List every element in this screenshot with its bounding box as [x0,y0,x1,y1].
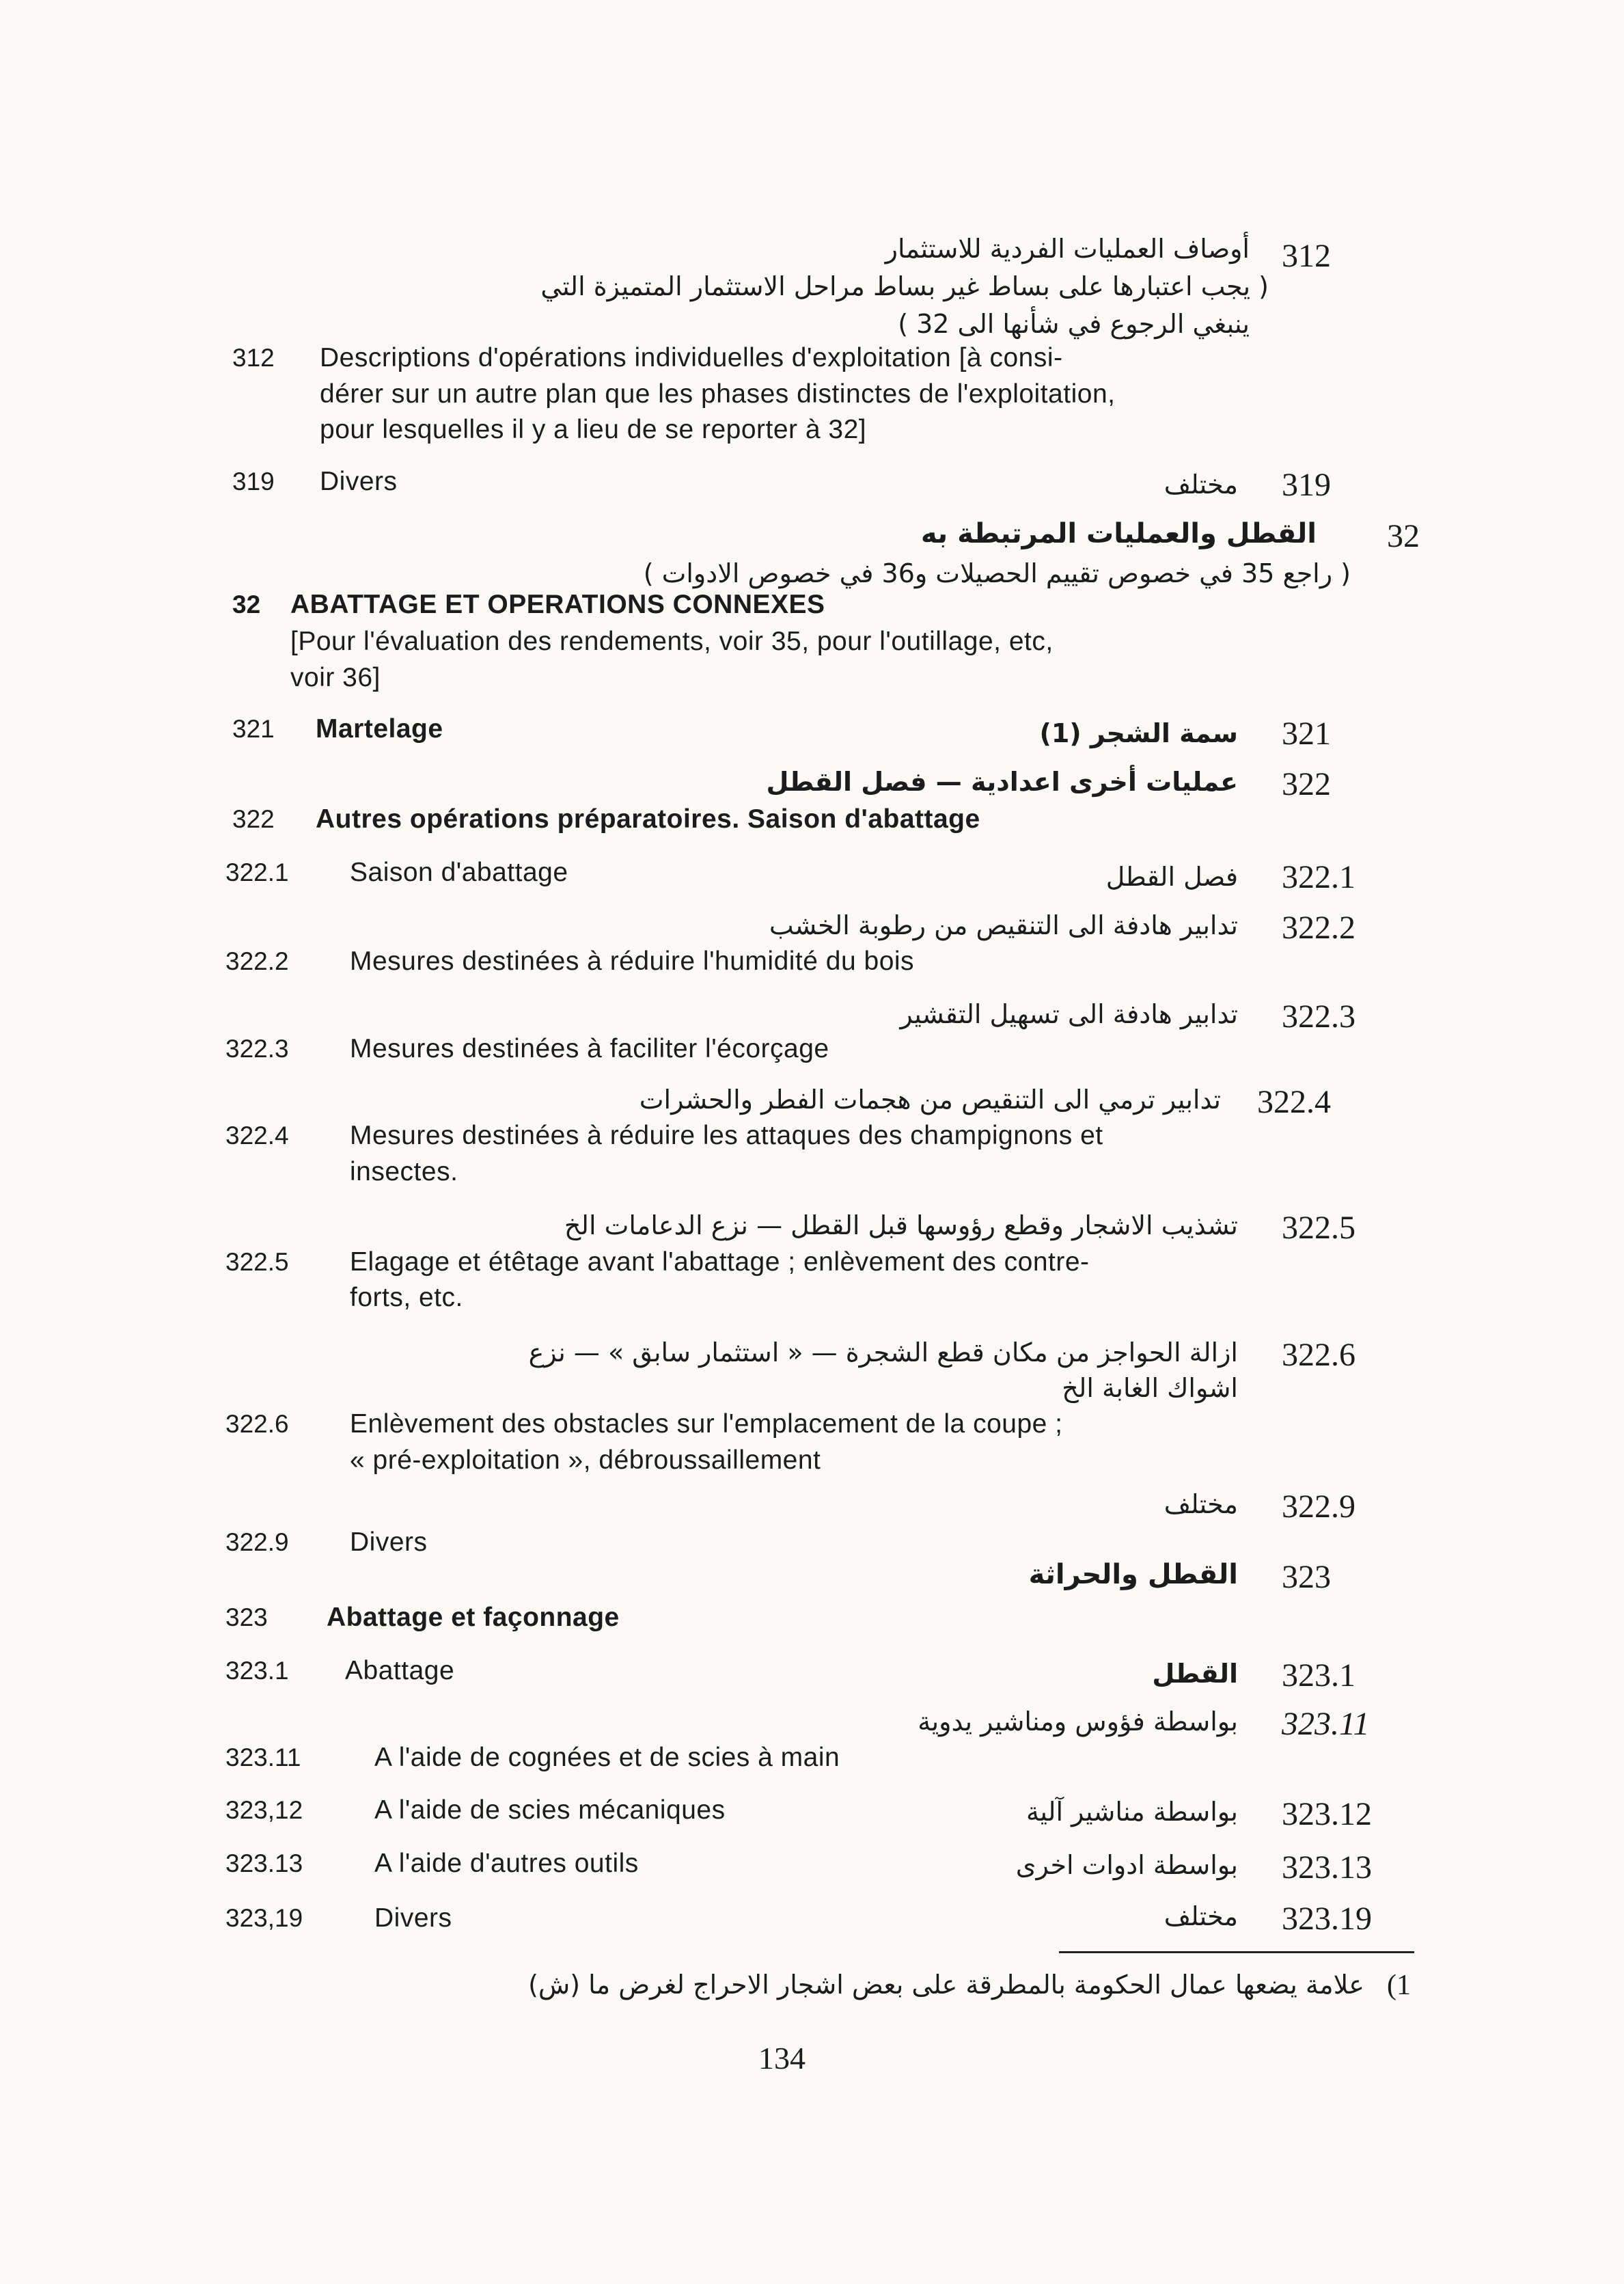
fr-text-312-l1: Descriptions d'opérations individuelles d'exploitation [à consi- [320,343,1063,372]
ar-code-323-1: 323.1 [1282,1657,1355,1694]
ar-code-323-13: 323.13 [1282,1849,1372,1886]
ar-code-32: 32 [1387,518,1420,554]
ar-text-322: عمليات أخرى اعدادية — فصل القطل [766,767,1238,797]
footnote-marker: (1 [1387,1970,1411,2001]
ar-code-323-12: 323.12 [1282,1796,1372,1832]
footnote-text: علامة يضعها عمال الحكومة بالمطرقة على بعض اشجار الاحراج لغرض ما (ش) [528,1970,1364,2000]
ar-code-322-1: 322.1 [1282,859,1355,895]
ar-text-322-1: فصل القطل [1105,862,1238,892]
fr-code-322-5: 322.5 [225,1248,289,1276]
page-number: 134 [758,2041,806,2076]
ar-text-312-l1: أوصاف العمليات الفردية للاستثمار [885,234,1250,264]
fr-code-322-4: 322.4 [225,1121,289,1150]
fr-code-322-2: 322.2 [225,947,289,975]
fr-text-323-12: A l'aide de scies mécaniques [374,1795,726,1825]
fr-text-322-6-l1: Enlèvement des obstacles sur l'emplacement de la coupe ; [350,1409,1063,1439]
ar-text-322-3: تدابير هادفة الى تسهيل التقشير [900,999,1238,1029]
ar-code-322-4: 322.4 [1257,1084,1331,1120]
ar-code-322: 322 [1282,766,1331,802]
fr-text-322-2: Mesures destinées à réduire l'humidité du bois [350,947,915,976]
fr-code-312: 312 [232,344,275,372]
ar-text-319: مختلف [1164,470,1238,500]
fr-code-323-1: 323.1 [225,1657,289,1685]
fr-code-323-13: 323.13 [225,1849,303,1877]
ar-text-323: القطل والحراثة [1028,1559,1238,1590]
ar-code-322-6: 322.6 [1282,1337,1355,1373]
fr-text-322-4-l1: Mesures destinées à réduire les attaques des champignons et [350,1121,1103,1150]
fr-code-322-9: 322.9 [225,1528,289,1556]
fr-code-322-1: 322.1 [225,858,289,886]
fr-text-322-9: Divers [350,1527,428,1557]
ar-code-319: 319 [1282,467,1331,503]
fr-text-322: Autres opérations préparatoires. Saison d'abattage [316,804,980,834]
fr-code-322-3: 322.3 [225,1035,289,1063]
ar-code-322-5: 322.5 [1282,1210,1355,1246]
fr-text-322-3: Mesures destinées à faciliter l'écorçage [350,1034,829,1063]
fr-text-322-5-l2: forts, etc. [350,1283,463,1312]
ar-text-321: سمة الشجر (1) [1039,718,1238,748]
fr-text-323-13: A l'aide d'autres outils [374,1849,639,1878]
ar-text-323-13: بواسطة ادوات اخرى [1015,1850,1238,1880]
fr-text-32-l2: [Pour l'évaluation des rendements, voir 35, pour l'outillage, etc, [290,627,1054,656]
footnote-divider [1059,1951,1414,1953]
fr-text-323-1: Abattage [345,1656,455,1685]
fr-text-323-19: Divers [374,1903,452,1933]
ar-code-323: 323 [1282,1559,1331,1595]
fr-code-322: 322 [232,805,275,833]
ar-text-322-9: مختلف [1164,1489,1238,1519]
ar-text-323-1: القطل [1152,1659,1238,1689]
ar-text-323-19: مختلف [1164,1901,1238,1931]
fr-code-321: 321 [232,715,275,743]
fr-text-322-5-l1: Elagage et étêtage avant l'abattage ; enlèvement des contre- [350,1247,1090,1277]
ar-text-312-l2: ( يجب اعتبارها على بساط غير بساط مراحل الاستثمار المتميزة التي [540,271,1269,301]
fr-code-323-19: 323,19 [225,1904,303,1932]
ar-text-322-5: تشذيب الاشجار وقطع رؤوسها قبل القطل — نزع الدعامات الخ [564,1210,1238,1240]
ar-text-323-12: بواسطة مناشير آلية [1026,1797,1238,1827]
fr-code-323: 323 [225,1603,268,1631]
ar-text-32-l2: ( راجع 35 في خصوص تقييم الحصيلات و36 في خصوص الادوات ) [643,558,1351,588]
ar-text-323-11: بواسطة فؤوس ومناشير يدوية [918,1707,1238,1737]
fr-text-319: Divers [320,467,398,496]
fr-text-321: Martelage [316,714,443,744]
ar-code-312: 312 [1282,238,1331,274]
fr-text-322-4-l2: insectes. [350,1157,458,1186]
fr-text-323-11: A l'aide de cognées et de scies à main [374,1743,840,1772]
fr-code-319: 319 [232,467,275,495]
ar-code-322-3: 322.3 [1282,998,1355,1035]
ar-text-322-4: تدابير ترمي الى التنقيص من هجمات الفطر والحشرات [639,1085,1221,1115]
fr-code-322-6: 322.6 [225,1410,289,1438]
ar-text-322-2: تدابير هادفة الى التنقيص من رطوبة الخشب [769,910,1238,940]
fr-text-322-6-l2: « pré-exploitation », débroussaillement [350,1445,821,1475]
fr-code-323-11: 323.11 [225,1743,301,1771]
fr-text-32-l3: voir 36] [290,663,381,692]
ar-code-322-2: 322.2 [1282,910,1355,946]
fr-text-312-l2: dérer sur un autre plan que les phases distinctes de l'exploitation, [320,379,1116,409]
ar-code-321: 321 [1282,716,1331,752]
fr-code-323-12: 323,12 [225,1796,303,1824]
ar-code-323-19: 323.19 [1282,1901,1372,1937]
ar-code-323-11: 323.11 [1282,1706,1370,1742]
ar-heading-32: القطل والعمليات المرتبطة به [920,518,1317,549]
ar-text-322-6-l1: ازالة الحواجز من مكان قطع الشجرة — « استثمار سابق » — نزع [528,1337,1238,1368]
fr-text-323: Abattage et façonnage [327,1603,620,1632]
ar-text-312-l3: ينبغي الرجوع في شأنها الى 32 ) [898,309,1250,339]
ar-code-322-9: 322.9 [1282,1488,1355,1525]
fr-text-322-1: Saison d'abattage [350,858,568,887]
fr-heading-32: ABATTAGE ET OPERATIONS CONNEXES [290,590,825,619]
fr-text-312-l3: pour lesquelles il y a lieu de se reporter à 32] [320,415,867,444]
fr-code-32: 32 [232,590,261,618]
ar-text-322-6-l2: اشواك الغابة الخ [1062,1373,1238,1403]
